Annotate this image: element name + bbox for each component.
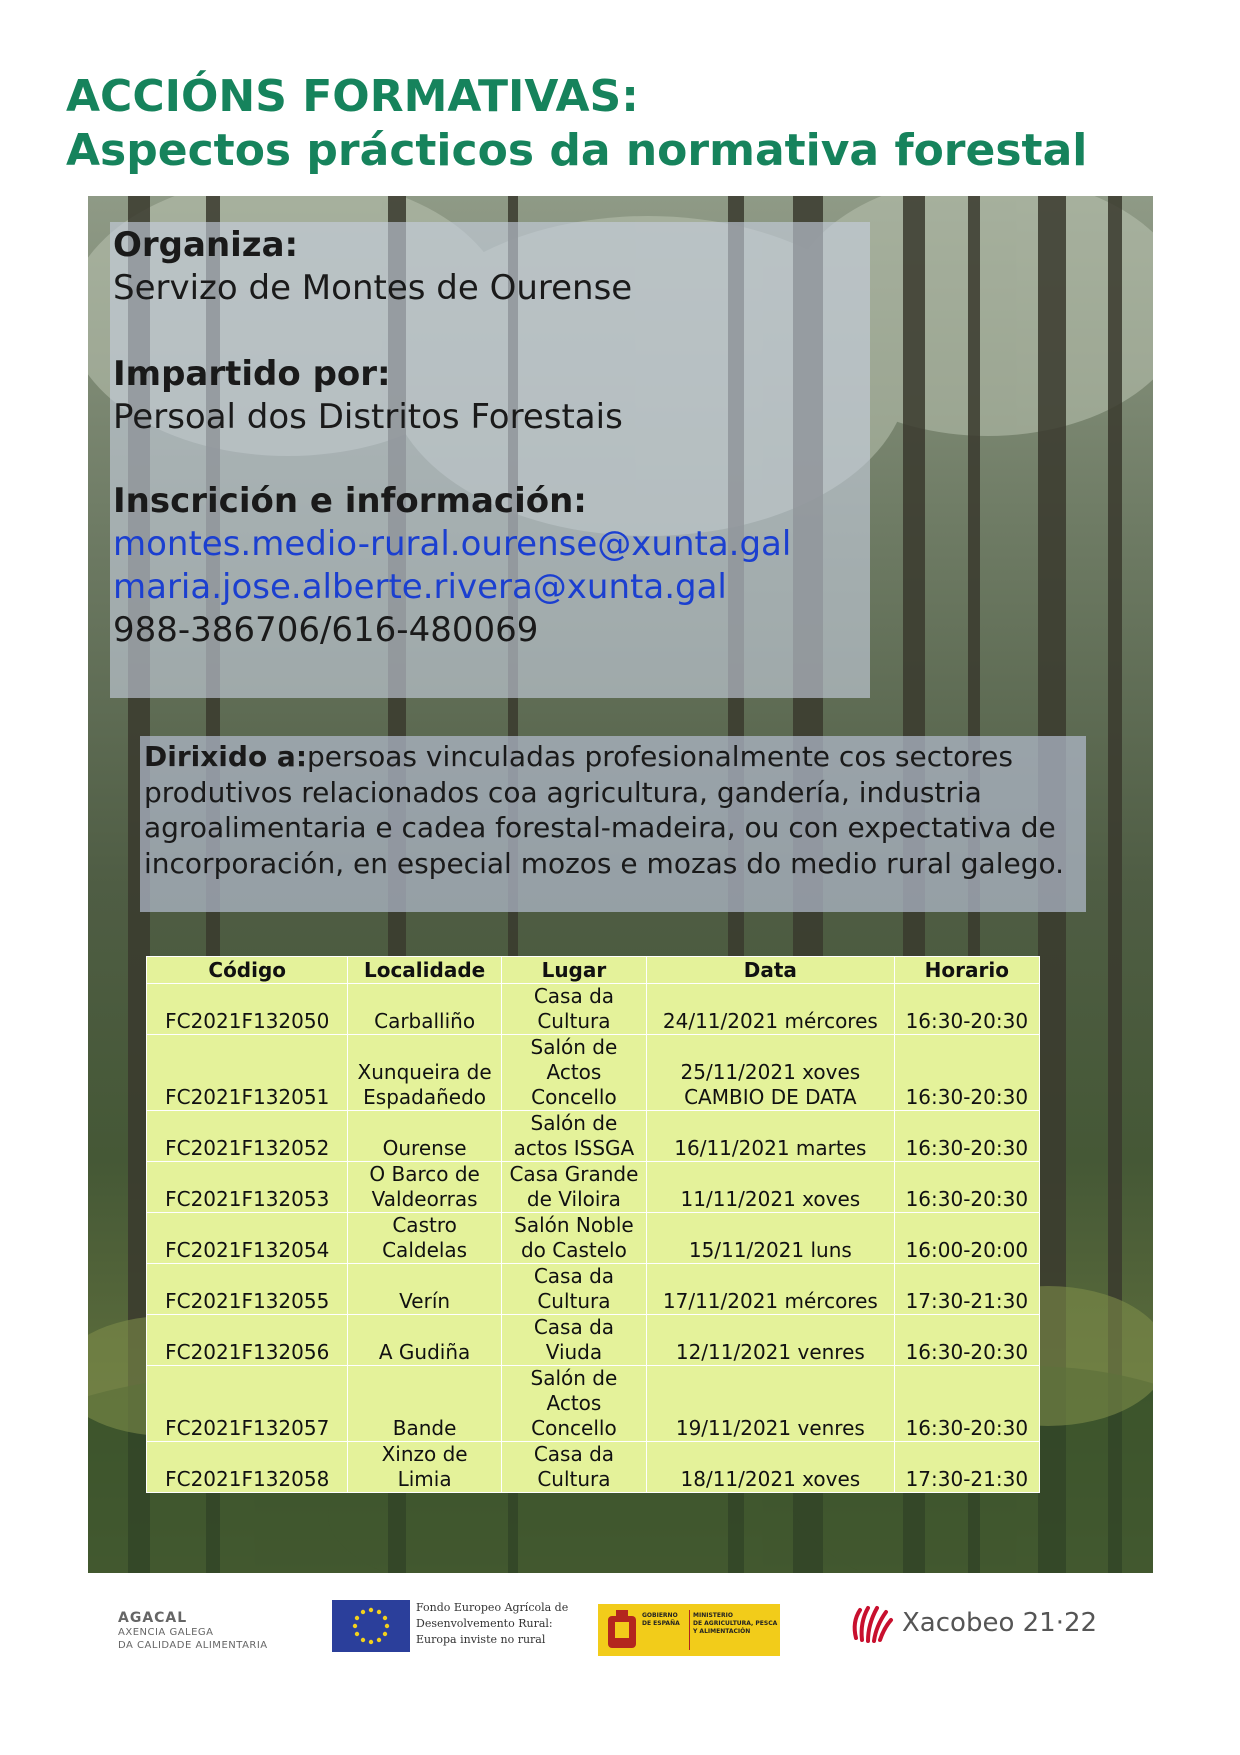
cell-data: 24/11/2021 mércores <box>647 984 895 1035</box>
cell-localidade: Xinzo de Limia <box>348 1442 501 1493</box>
cell-localidade: Verín <box>348 1264 501 1315</box>
table-row <box>147 1162 1040 1213</box>
gobierno-line-2: DE ESPAÑA <box>642 1620 680 1627</box>
cell-horario: 16:30-20:30 <box>894 1035 1039 1111</box>
agacal-logo <box>118 1610 268 1652</box>
email-link-1[interactable]: montes.medio-rural.ourense@xunta.gal <box>113 524 792 564</box>
agacal-line-1: AXENCIA GALEGA <box>118 1627 214 1638</box>
cell-data: 16/11/2021 martes <box>647 1111 895 1162</box>
page-title <box>66 70 1186 178</box>
cell-codigo: FC2021F132055 <box>147 1264 348 1315</box>
organiza-value: Servizo de Montes de Ourense <box>113 268 633 308</box>
table-row <box>147 1264 1040 1315</box>
cell-codigo: FC2021F132052 <box>147 1111 348 1162</box>
cell-localidade: A Gudiña <box>348 1315 501 1366</box>
table-row <box>147 984 1040 1035</box>
impartido-label: Impartido por: <box>113 354 391 394</box>
feader-text <box>416 1600 568 1648</box>
ministerio-line-1: MINISTERIO <box>693 1612 733 1619</box>
feader-line-2: Desenvolvemento Rural: <box>416 1617 553 1630</box>
title-line-2: Aspectos prácticos da normativa forestal <box>66 125 1088 176</box>
cell-lugar: Salón de Actos Concello <box>501 1366 646 1442</box>
cell-data: 18/11/2021 xoves <box>647 1442 895 1493</box>
table-header-row <box>147 957 1040 984</box>
cell-localidade: Xunqueira de Espadañedo <box>348 1035 501 1111</box>
cell-horario: 16:00-20:00 <box>894 1213 1039 1264</box>
gobierno-line-1: GOBIERNO <box>642 1612 678 1619</box>
table-row <box>147 1111 1040 1162</box>
agacal-name: AGACAL <box>118 1610 188 1626</box>
col-header-lugar: Lugar <box>501 957 646 984</box>
col-header-data: Data <box>647 957 895 984</box>
dirixido-label: Dirixido a: <box>144 740 308 773</box>
dirixido-text: persoas vinculadas profesionalmente cos sectores produtivos relacionados coa agricultura, gandería, industria agroalimentaria e cadea forestal-madeira, ou con expectativa de incorporación, en especial mozos e mozas do medio rural galego. <box>144 740 1065 880</box>
cell-horario: 16:30-20:30 <box>894 1315 1039 1366</box>
cell-localidade: Bande <box>348 1366 501 1442</box>
courses-table <box>146 956 1040 1493</box>
cell-data: 12/11/2021 venres <box>647 1315 895 1366</box>
ministerio-text <box>693 1612 777 1636</box>
cell-lugar: Casa Grande de Viloira <box>501 1162 646 1213</box>
feader-line-3: Europa inviste no rural <box>416 1633 546 1646</box>
cell-codigo: FC2021F132050 <box>147 984 348 1035</box>
cell-data: 19/11/2021 venres <box>647 1366 895 1442</box>
ministerio-line-3: Y ALIMENTACIÓN <box>693 1628 751 1635</box>
spain-coat-of-arms-icon <box>604 1608 640 1652</box>
table-row <box>147 1366 1040 1442</box>
cell-horario: 17:30-21:30 <box>894 1442 1039 1493</box>
logo-divider <box>689 1610 690 1650</box>
cell-horario: 17:30-21:30 <box>894 1264 1039 1315</box>
cell-localidade: Castro Caldelas <box>348 1213 501 1264</box>
cell-localidade: Ourense <box>348 1111 501 1162</box>
cell-horario: 16:30-20:30 <box>894 1111 1039 1162</box>
xacobeo-logo <box>846 1598 1096 1648</box>
cell-data: 11/11/2021 xoves <box>647 1162 895 1213</box>
cell-codigo: FC2021F132056 <box>147 1315 348 1366</box>
gobierno-text <box>642 1612 680 1628</box>
target-audience-panel <box>140 736 1086 912</box>
cell-lugar: Casa da Cultura <box>501 1442 646 1493</box>
col-header-codigo: Código <box>147 957 348 984</box>
xacobeo-text: Xacobeo 21·22 <box>902 1608 1098 1638</box>
organiza-label: Organiza: <box>113 225 299 265</box>
cell-codigo: FC2021F132058 <box>147 1442 348 1493</box>
cell-lugar: Salón Noble do Castelo <box>501 1213 646 1264</box>
cell-data: 25/11/2021 xoves CAMBIO DE DATA <box>647 1035 895 1111</box>
feader-line-1: Fondo Europeo Agrícola de <box>416 1601 569 1614</box>
cell-codigo: FC2021F132053 <box>147 1162 348 1213</box>
footer-logos <box>0 1590 1240 1700</box>
email-link-2[interactable]: maria.jose.alberte.rivera@xunta.gal <box>113 567 727 607</box>
cell-lugar: Casa da Cultura <box>501 984 646 1035</box>
table-row <box>147 1315 1040 1366</box>
cell-data: 15/11/2021 luns <box>647 1213 895 1264</box>
table-row <box>147 1213 1040 1264</box>
cell-lugar: Salón de actos ISSGA <box>501 1111 646 1162</box>
info-panel <box>110 222 870 698</box>
cell-horario: 16:30-20:30 <box>894 1162 1039 1213</box>
cell-lugar: Casa da Viuda <box>501 1315 646 1366</box>
target-audience-text <box>140 736 1086 881</box>
cell-lugar: Salón de Actos Concello <box>501 1035 646 1111</box>
impartido-value: Persoal dos Distritos Forestais <box>113 397 623 437</box>
cell-codigo: FC2021F132054 <box>147 1213 348 1264</box>
phone-number: 988-386706/616-480069 <box>113 610 539 650</box>
cell-codigo: FC2021F132057 <box>147 1366 348 1442</box>
cell-lugar: Casa da Cultura <box>501 1264 646 1315</box>
inscricion-label: Inscrición e información: <box>113 481 587 521</box>
agacal-line-2: DA CALIDADE ALIMENTARIA <box>118 1640 268 1651</box>
cell-codigo: FC2021F132051 <box>147 1035 348 1111</box>
cell-localidade: Carballiño <box>348 984 501 1035</box>
ministerio-line-2: DE AGRICULTURA, PESCA <box>693 1620 778 1627</box>
cell-horario: 16:30-20:30 <box>894 984 1039 1035</box>
eu-flag-icon <box>332 1600 410 1652</box>
cell-data: 17/11/2021 mércores <box>647 1264 895 1315</box>
title-line-1: ACCIÓNS FORMATIVAS: <box>66 71 639 122</box>
gobierno-ministerio-logo <box>598 1604 780 1656</box>
cell-horario: 16:30-20:30 <box>894 1366 1039 1442</box>
table-row <box>147 1442 1040 1493</box>
col-header-horario: Horario <box>894 957 1039 984</box>
table-row <box>147 1035 1040 1111</box>
col-header-localidade: Localidade <box>348 957 501 984</box>
cell-localidade: O Barco de Valdeorras <box>348 1162 501 1213</box>
scallop-shell-icon <box>846 1598 896 1648</box>
